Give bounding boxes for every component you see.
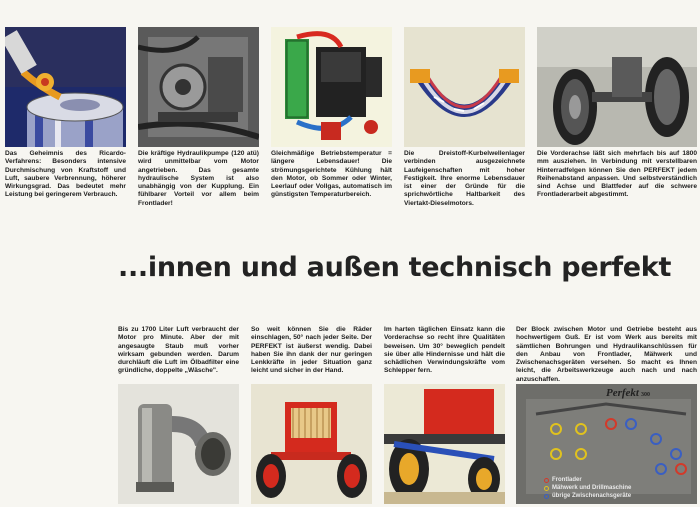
pendulum-axle-illustration <box>384 384 505 504</box>
front-axle-photo <box>537 27 697 147</box>
blue-circle-icon <box>544 494 549 499</box>
cooling-system-illustration <box>271 27 392 147</box>
caption-cooling: Gleichmäßige Betriebstemperatur = längere Lebensdauer! Die strömungsgerichtete Kühlung hält den Motor, ob Sommer oder Winter, Leerlauf oder Vollgas, automatisch im günstigsten Temperaturbereich. <box>271 150 392 199</box>
ricardo-piston-illustration <box>5 27 126 147</box>
tractor-front-steering-photo <box>251 384 372 504</box>
legend-item-maehwerk: Mähwerk und Drillmaschine <box>544 484 631 492</box>
hydraulic-pump-photo <box>138 27 259 147</box>
caption-engine-block: Der Block zwischen Motor und Getriebe besteht aus hochwertigem Guß. Er ist vom Werk aus bereits mit sämtlichen Bohrungen und Hydraulikanschlüssen für den Anbau von Frontlader, Mähwerk und Zwischenachsgeräten versehen. So macht es Ihnen leicht, die Arbeitswerkzeuge auch nach und nach anzuschaffen. <box>516 326 697 383</box>
caption-steering: So weit können Sie die Räder einschlagen, 50° nach jeder Seite. Der PERFEKT ist äußerst wendig. Dabei haben Sie ihn dank der nur geringen Lenkkräfte in jeder Situation ganz leicht und sicher in der Hand. <box>251 326 372 375</box>
caption-front-axle: Die Vorderachse läßt sich mehrfach bis auf 1800 mm ausziehen. In Verbindung mit verstellbaren Hinterradfelgen können Sie den PERFEKT jedem Reihenabstand anpassen. Und selbstverständlich sind Achse und Blattfeder auf die schwere Frontladerarbeit abgestimmt. <box>537 150 697 199</box>
legend-item-zwischenachsgeraete: übrige Zwischenachsgeräte <box>544 492 631 500</box>
perfekt-logo: Perfekt 300 <box>606 387 650 399</box>
caption-hydraulic-pump: Die kräftige Hydraulikpumpe (120 atü) wird unmittelbar vom Motor angetrieben. Das gesamte hydraulische System ist also unabhängig von der Kupplung. Ein fühlbarer Vorteil vor allem beim Frontlader! <box>138 150 259 207</box>
legend-item-frontlader: Frontlader <box>544 476 631 484</box>
headline: ...innen und außen technisch perfekt <box>118 252 672 283</box>
crankshaft-bearing-illustration <box>404 27 525 147</box>
yellow-circle-icon <box>544 486 549 491</box>
caption-bearing: Die Dreistoff-Kurbelwellenlager verbinden ausgezeichnete Laufeigenschaften mit hoher Festigkeit. Ihre enorme Lebensdauer ist einer der Gründe für die sprichwörtliche Haltbarkeit des Viertakt-Dieselmotors. <box>404 150 525 207</box>
caption-air-filter: Bis zu 1700 Liter Luft verbraucht der Motor pro Minute. Aber der mit angesaugte Staub muß vorher wirksam gebunden werden. Darum durchläuft die Luft im Ölbadfilter eine gründliche, doppelte „Wäsche". <box>118 326 239 375</box>
connection-legend <box>544 476 631 500</box>
caption-ricardo: Das Geheimnis des Ricardo-Verfahrens: Besonders intensive Durchmischung von Kraftstoff und Luft, saubere Verbrennung, höherer Wirkungsgrad. Das bedeutet mehr Leistung bei geringerem Verbrauch. <box>5 150 126 199</box>
air-filter-photo <box>118 384 239 504</box>
red-circle-icon <box>544 478 549 483</box>
caption-pendulum-axle: Im harten täglichen Einsatz kann die Vorderachse so recht ihre Qualitäten beweisen. Um 30° beweglich pendelt sie über alle Hindernisse und hält die schädlichen Verwindungskräfte vom Schlepper fern. <box>384 326 505 375</box>
